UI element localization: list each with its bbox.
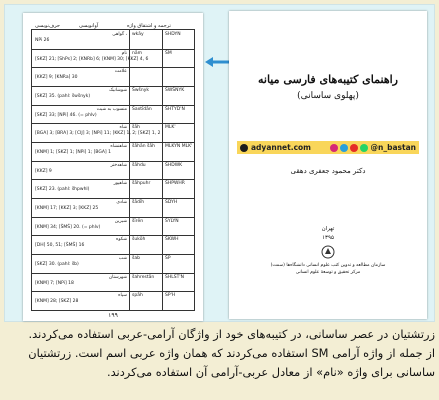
- table-row: [32, 30, 194, 49]
- table-row: [32, 49, 194, 68]
- whatsapp-icon: [360, 144, 368, 152]
- table-row: [32, 291, 194, 310]
- table-row: [32, 179, 194, 198]
- entry-transliteration: ŠKWH: [165, 237, 179, 243]
- entry-transliteration: MLK': [165, 125, 176, 131]
- caption-line-3: ساسانی برای واژه «نام» از معادل عربی-آرامی آن استفاده می‌کردند.: [106, 365, 435, 379]
- publish-city: تهران: [321, 226, 335, 232]
- publisher-center: مرکز تحقیق و توسعهٔ علوم انسانی: [295, 270, 361, 275]
- entry-references: [SKZ] 35. (pahl: šwšnyk): [35, 94, 91, 99]
- table-row: [32, 161, 194, 180]
- social-handle[interactable]: n_bastan: [378, 143, 416, 152]
- entry-references: [KNM] 17; [KKZ] 3; [KKZ] 25: [35, 206, 99, 211]
- entry-references: [DH] 50, 51; [ŠMŠ] 16: [35, 243, 85, 249]
- handle-prefix: @: [370, 143, 379, 152]
- entry-transliteration: MLKYN MLK': [165, 144, 193, 149]
- entry-meaning: علامت: [114, 69, 127, 75]
- youtube-icon: [350, 144, 358, 152]
- entry-transliteration: ŠHTYD'N: [165, 106, 185, 112]
- entry-transcription: šādīh: [132, 200, 145, 205]
- entry-references: [SKZ] 33; [NPi] 46. (= phlv): [35, 112, 97, 118]
- entry-transcription: šukōh: [132, 237, 146, 243]
- book-cover-page: [229, 11, 427, 319]
- table-row: [32, 105, 194, 124]
- book-author: دکتر محمود جعفری دهقی: [290, 167, 366, 175]
- entry-meaning: ، گواهی: [112, 32, 127, 37]
- entry-references: [KNM] 28; [SKZ] 28: [35, 299, 79, 305]
- col-header-transcription: آوانویسی: [79, 23, 99, 29]
- entry-meaning: شاه: [119, 125, 127, 131]
- entry-references: NPi 26: [35, 38, 50, 43]
- image-frame: [4, 4, 435, 322]
- col-header-transliteration: حرف‌نویسی: [35, 23, 61, 29]
- entry-meaning: شیرین: [114, 218, 127, 224]
- entry-references: [SKZ] 21; [ShPs] 2; [KNRb] 6; [KNM] 30; [KKZ] 4, 6: [35, 56, 149, 62]
- entry-transliteration: ŠHDWK: [165, 162, 183, 168]
- entry-references: [SKZ] 30. (pahl: šb): [35, 262, 79, 267]
- page-number: ۱۹۹: [108, 312, 118, 319]
- entry-meaning: شاهپور: [113, 181, 127, 187]
- entry-transcription: nām: [132, 50, 142, 56]
- entry-transcription: šāhdu: [132, 162, 146, 168]
- entry-meaning: نام: [121, 50, 127, 56]
- table-row: [32, 198, 194, 217]
- entry-transcription: Šaxtīdān: [132, 106, 152, 112]
- entry-meaning: شادی: [116, 200, 127, 205]
- entry-references: [KKZ] 9: [35, 168, 52, 174]
- book-subtitle: (پهلوی ساسانی): [297, 91, 359, 101]
- entry-meaning: شهرستان: [108, 274, 127, 280]
- entry-references: [SKZ] 23. (pahl: šhpwhl): [35, 187, 90, 193]
- entry-meaning: سپاه: [118, 293, 127, 299]
- entry-references: [KKZ] 9; [KNRa] 30: [35, 75, 78, 81]
- entry-transliteration: ŠWŠNYK: [165, 88, 185, 93]
- entry-meaning: منسوب به شیت: [96, 106, 127, 112]
- entry-transcription: šahrestān: [132, 274, 155, 280]
- entry-transcription: šāhpuhr: [132, 181, 151, 187]
- entry-meaning: شاهدختر: [110, 162, 127, 168]
- entry-transliteration: ŠHPWHR: [165, 181, 185, 187]
- publisher-name: سازمان مطالعه و تدوین کتب علوم انسانی دانشگاه‌ها (سمت): [270, 263, 386, 268]
- entry-transcription: šab: [132, 256, 140, 261]
- dictionary-page: [23, 13, 203, 321]
- entry-references: [BGA] 3; [BRA] 3; [CIJ] 3; [NPi] 11; [KKZ] 1, 2; [SKZ] 1, 2: [35, 131, 161, 137]
- table-row: [32, 217, 194, 236]
- entry-transliteration: ŠM: [165, 50, 172, 56]
- publisher-logo-icon: [321, 245, 335, 259]
- entry-transcription: spāh: [132, 293, 143, 299]
- site-url[interactable]: adyannet.com: [251, 143, 311, 152]
- entry-references: [KNM] 34; [ŠMŠ] 20. (= phlv): [35, 224, 101, 230]
- entry-transcription: šāhān šāh: [132, 144, 155, 149]
- entry-references: [KNM] 7; [NPi] 18: [35, 280, 74, 286]
- entry-transliteration: ŠYLYN: [165, 218, 179, 224]
- globe-icon: [240, 144, 248, 152]
- entry-transcription: šīrēn: [132, 218, 144, 224]
- entry-transcription: Šwšnyk: [132, 88, 150, 93]
- entry-meaning: شاهنشاه: [110, 144, 127, 149]
- caption-line-2: از جمله از واژه آرامی SM استفاده می‌کردند که همان واژه عربی اسم است. زرتشتیان: [28, 346, 435, 360]
- entry-transliteration: SP'H: [165, 293, 176, 299]
- table-row: [32, 86, 194, 105]
- entry-references: [KNM] 1; [SKZ] 1; [NPi] 1; [BGA] 1: [35, 150, 111, 155]
- table-row: [32, 254, 194, 273]
- entry-transcription: šāh: [132, 125, 140, 131]
- book-title: راهنمای کتیبه‌های فارسی میانه: [258, 73, 398, 86]
- col-header-translation: ترجمه و اشتقاق واژه: [127, 23, 171, 29]
- social-banner: [237, 141, 419, 154]
- table-row: [32, 123, 194, 142]
- table-row: [32, 235, 194, 254]
- entry-transliteration: ŠDYH: [165, 200, 178, 205]
- telegram-icon: [340, 144, 348, 152]
- caption-text: [4, 325, 435, 382]
- entry-meaning: شوشانیک: [109, 88, 127, 93]
- publish-year: ۱۳۹۵: [322, 235, 334, 241]
- arrow-left-icon: [205, 57, 229, 67]
- entry-transliteration: ŠP: [165, 256, 171, 261]
- table-row: [32, 67, 194, 86]
- entry-meaning: شب: [118, 256, 127, 261]
- caption-line-1: زرتشتیان در عصر ساسانی، در کتیبه‌های خود از واژگان آرامی-عربی استفاده می‌کردند.: [28, 327, 435, 341]
- entry-transcription: wkāy: [132, 32, 144, 37]
- instagram-icon: [330, 144, 338, 152]
- entry-transliteration: ŠHLST'N: [165, 274, 184, 280]
- entry-meaning: شکوه: [116, 237, 127, 243]
- table-row: [32, 273, 194, 292]
- dictionary-table: [31, 29, 195, 311]
- table-row: [32, 142, 194, 161]
- entry-transliteration: SHDYN: [165, 32, 181, 37]
